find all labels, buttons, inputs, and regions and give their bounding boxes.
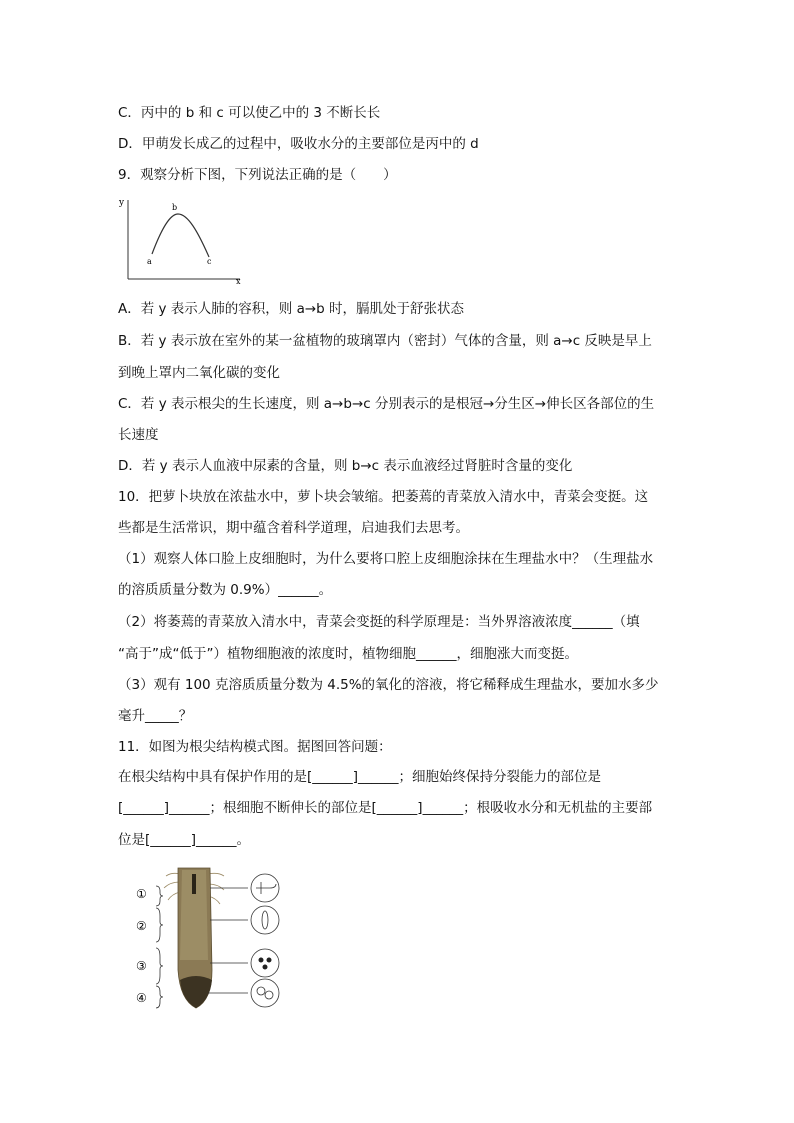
text-line: 的溶质质量分数为 0.9%）______。 [118, 582, 333, 598]
text-line: 10．把萝卜块放在浓盐水中，萝卜块会皱缩。把萎蔫的青菜放入清水中，青菜会变挺。这 [118, 489, 649, 505]
meristem-cell [251, 949, 279, 977]
text-line: D．甲萌发长成乙的过程中，吸收水分的主要部位是丙中的 d [118, 136, 479, 152]
vascular-strand [192, 874, 196, 894]
bracket-4 [156, 986, 163, 1008]
leader-lines [208, 888, 248, 993]
bracket-3 [156, 948, 163, 984]
text-line: D．若 y 表示人血液中尿素的含量，则 b→c 表示血液经过肾脏时含量的变化 [118, 458, 573, 474]
text-line: （2）将萎蔫的青菜放入清水中，青菜会变挺的科学原理是：当外界溶液浓度______（填 [118, 614, 640, 630]
text-line: 9．观察分析下图，下列说法正确的是（ ） [118, 167, 397, 183]
text-line: 在根尖结构中具有保护作用的是[______]______；细胞始终保持分裂能力的部位是 [118, 769, 602, 785]
text-line: 些都是生活常识，期中蕴含着科学道理，启迪我们去思考。 [118, 520, 469, 536]
text-line: 位是[______]______。 [118, 832, 251, 848]
text-line: 11．如图为根尖结构模式图。据图回答问题： [118, 739, 392, 755]
root-cap-cell [251, 979, 279, 1007]
text-line: 长速度 [118, 427, 159, 443]
y-axis-label: y [119, 198, 125, 208]
bracket-1 [156, 886, 163, 906]
label-4: ④ [136, 991, 147, 1005]
point-c-label: c [207, 257, 212, 266]
text-line: （1）观察人体口脸上皮细胞时，为什么要将口腔上皮细胞涂抹在生理盐水中？（生理盐水 [118, 551, 654, 567]
curve-graph [112, 192, 247, 287]
root-cap [180, 976, 212, 1008]
text-line: 到晚上罩内二氧化碳的变化 [118, 365, 280, 381]
label-3: ③ [136, 959, 147, 973]
label-1: ① [136, 887, 147, 901]
point-b-label: b [172, 203, 178, 212]
text-line: A．若 y 表示人肺的容积，则 a→b 时，膈肌处于舒张状态 [118, 301, 465, 317]
text-line: B．若 y 表示放在室外的某一盆植物的玻璃罩内（密封）气体的含量，则 a→c 反映是早上 [118, 333, 652, 349]
text-line: C．丙中的 b 和 c 可以使乙中的 3 不断长长 [118, 105, 381, 121]
root-tip-diagram [130, 860, 290, 1015]
bracket-2 [156, 908, 163, 942]
label-2: ② [136, 919, 147, 933]
text-line: 毫升_____？ [118, 708, 193, 724]
text-line: “高于”成“低于”）植物细胞液的浓度时，植物细胞______，细胞涨大而变挺。 [118, 646, 578, 662]
text-line: [______]______；根细胞不断伸长的部位是[______]______；根吸收水分和无机盐的主要部 [118, 800, 653, 816]
point-a-label: a [147, 257, 152, 266]
cell-circles [251, 874, 279, 1007]
text-line: C．若 y 表示根尖的生长速度，则 a→b→c 分别表示的是根冠→分生区→伸长区各部位的生 [118, 396, 655, 412]
curve-line [152, 214, 209, 257]
elongation-cell [251, 906, 279, 934]
x-axis-label: x [236, 277, 241, 286]
text-line: （3）观有 100 克溶质质量分数为 4.5%的氧化的溶液，将它稀释成生理盐水，要加水多少 [118, 677, 659, 693]
